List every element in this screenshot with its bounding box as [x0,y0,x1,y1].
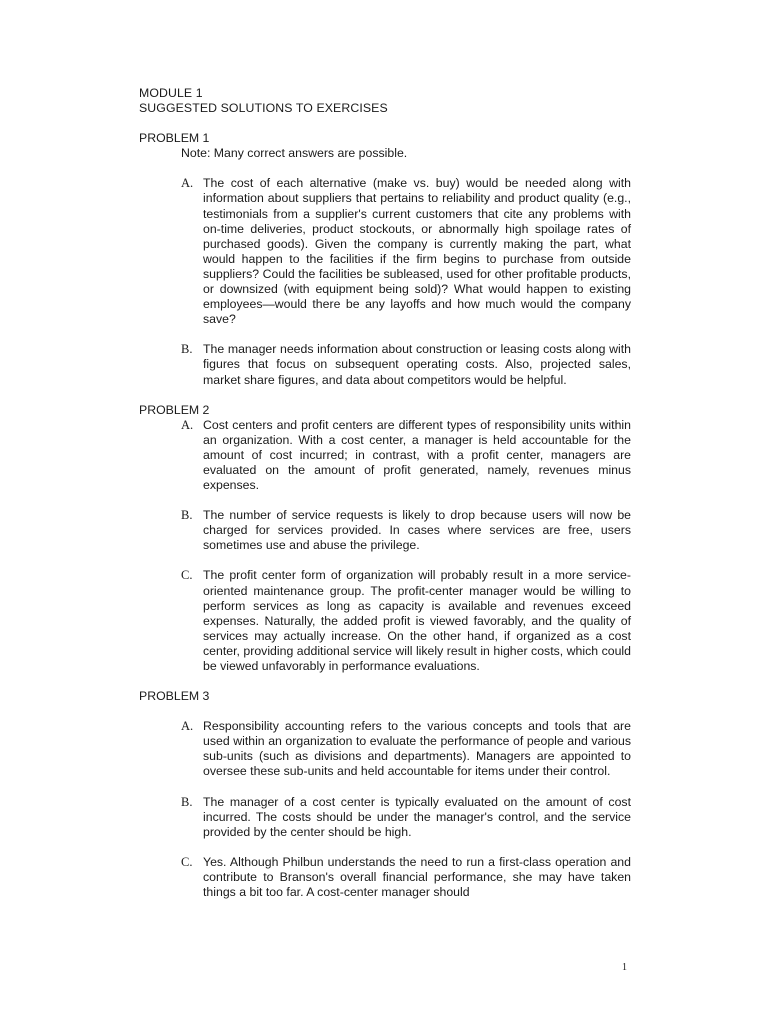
item-text: Responsibility accounting refers to the various concepts and tools that are used within an organization to evaluate the performance of people and various sub-units (such as divisions and departments). Managers are appointed to oversee these sub-units and held accountable for items under their control. [203,719,631,779]
item-letter: A. [181,176,194,191]
problem-1-note: Note: Many correct answers are possible. [181,146,408,161]
problem-1-item-b [181,342,631,387]
item-letter: B. [181,342,193,357]
module-title: MODULE 1 [139,86,203,100]
problem-1-heading: PROBLEM 1 [139,131,210,146]
item-letter: B. [181,508,193,523]
item-text: Cost centers and profit centers are different types of responsibility units within an organization. With a cost center, a manager is held accountable for the amount of cost incurred; in contrast, with a profit center, managers are evaluated on the amount of profit generated, namely, revenues minus expenses. [203,417,631,493]
item-text: Yes. Although Philbun understands the need to run a first-class operation and contribute to Branson's overall financial performance, she may have taken things a bit too far. A cost-center manager should [203,854,631,900]
problem-2-item-a [181,418,631,493]
item-text: The number of service requests is likely to drop because users will now be charged for services provided. In cases where services are free, users sometimes use and abuse the privilege. [203,508,631,553]
document-subtitle: SUGGESTED SOLUTIONS TO EXERCISES [139,101,388,116]
item-text: The manager needs information about construction or leasing costs along with figures that focus on subsequent operating costs. Also, projected sales, market share figures, and data about competitors would be helpful. [203,342,631,387]
problem-2-item-b [181,508,631,553]
problem-2-heading: PROBLEM 2 [139,402,210,417]
item-text: The profit center form of organization will probably result in a more service-oriented maintenance group. The profit-center manager would be willing to perform services as long as capacity is available and revenues exceed expenses. Naturally, the added profit is viewed favorably, and the quality of services may actually increase. On the other hand, if organized as a cost center, providing additional service will likely result in higher costs, which could be viewed unfavorably in performance evaluations. [203,568,631,673]
page-number: 1 [622,962,627,973]
problem-3-item-a [181,719,631,779]
item-text: The cost of each alternative (make vs. buy) would be needed along with information about suppliers that pertains to reliability and product quality (e.g., testimonials from a supplier's current customers that cite any problems with on-time deliveries, product stockouts, or abnormally high spoilage rates of purchased goods). Given the company is currently making the part, what would happen to the facilities if the firm begins to purchase from outside suppliers? Could the facilities be subleased, used for other profitable products, or downsized (with equipment being sold)? What would happen to existing employees—would there be any layoffs and how much would the company save? [203,176,631,327]
item-text: The manager of a cost center is typically evaluated on the amount of cost incurred. The costs should be under the manager's control, and the service provided by the center should be high. [203,794,631,839]
item-letter: C. [181,854,193,869]
problem-3-item-b [181,795,631,840]
item-letter: B. [181,794,193,809]
item-letter: A. [181,719,194,734]
problem-2-item-c [181,568,631,674]
document-body [139,86,631,900]
problem-1-item-a [181,176,631,327]
problem-3-heading: PROBLEM 3 [139,689,210,704]
problem-3-item-c [181,855,631,900]
item-letter: A. [181,417,194,432]
item-letter: C. [181,568,193,583]
